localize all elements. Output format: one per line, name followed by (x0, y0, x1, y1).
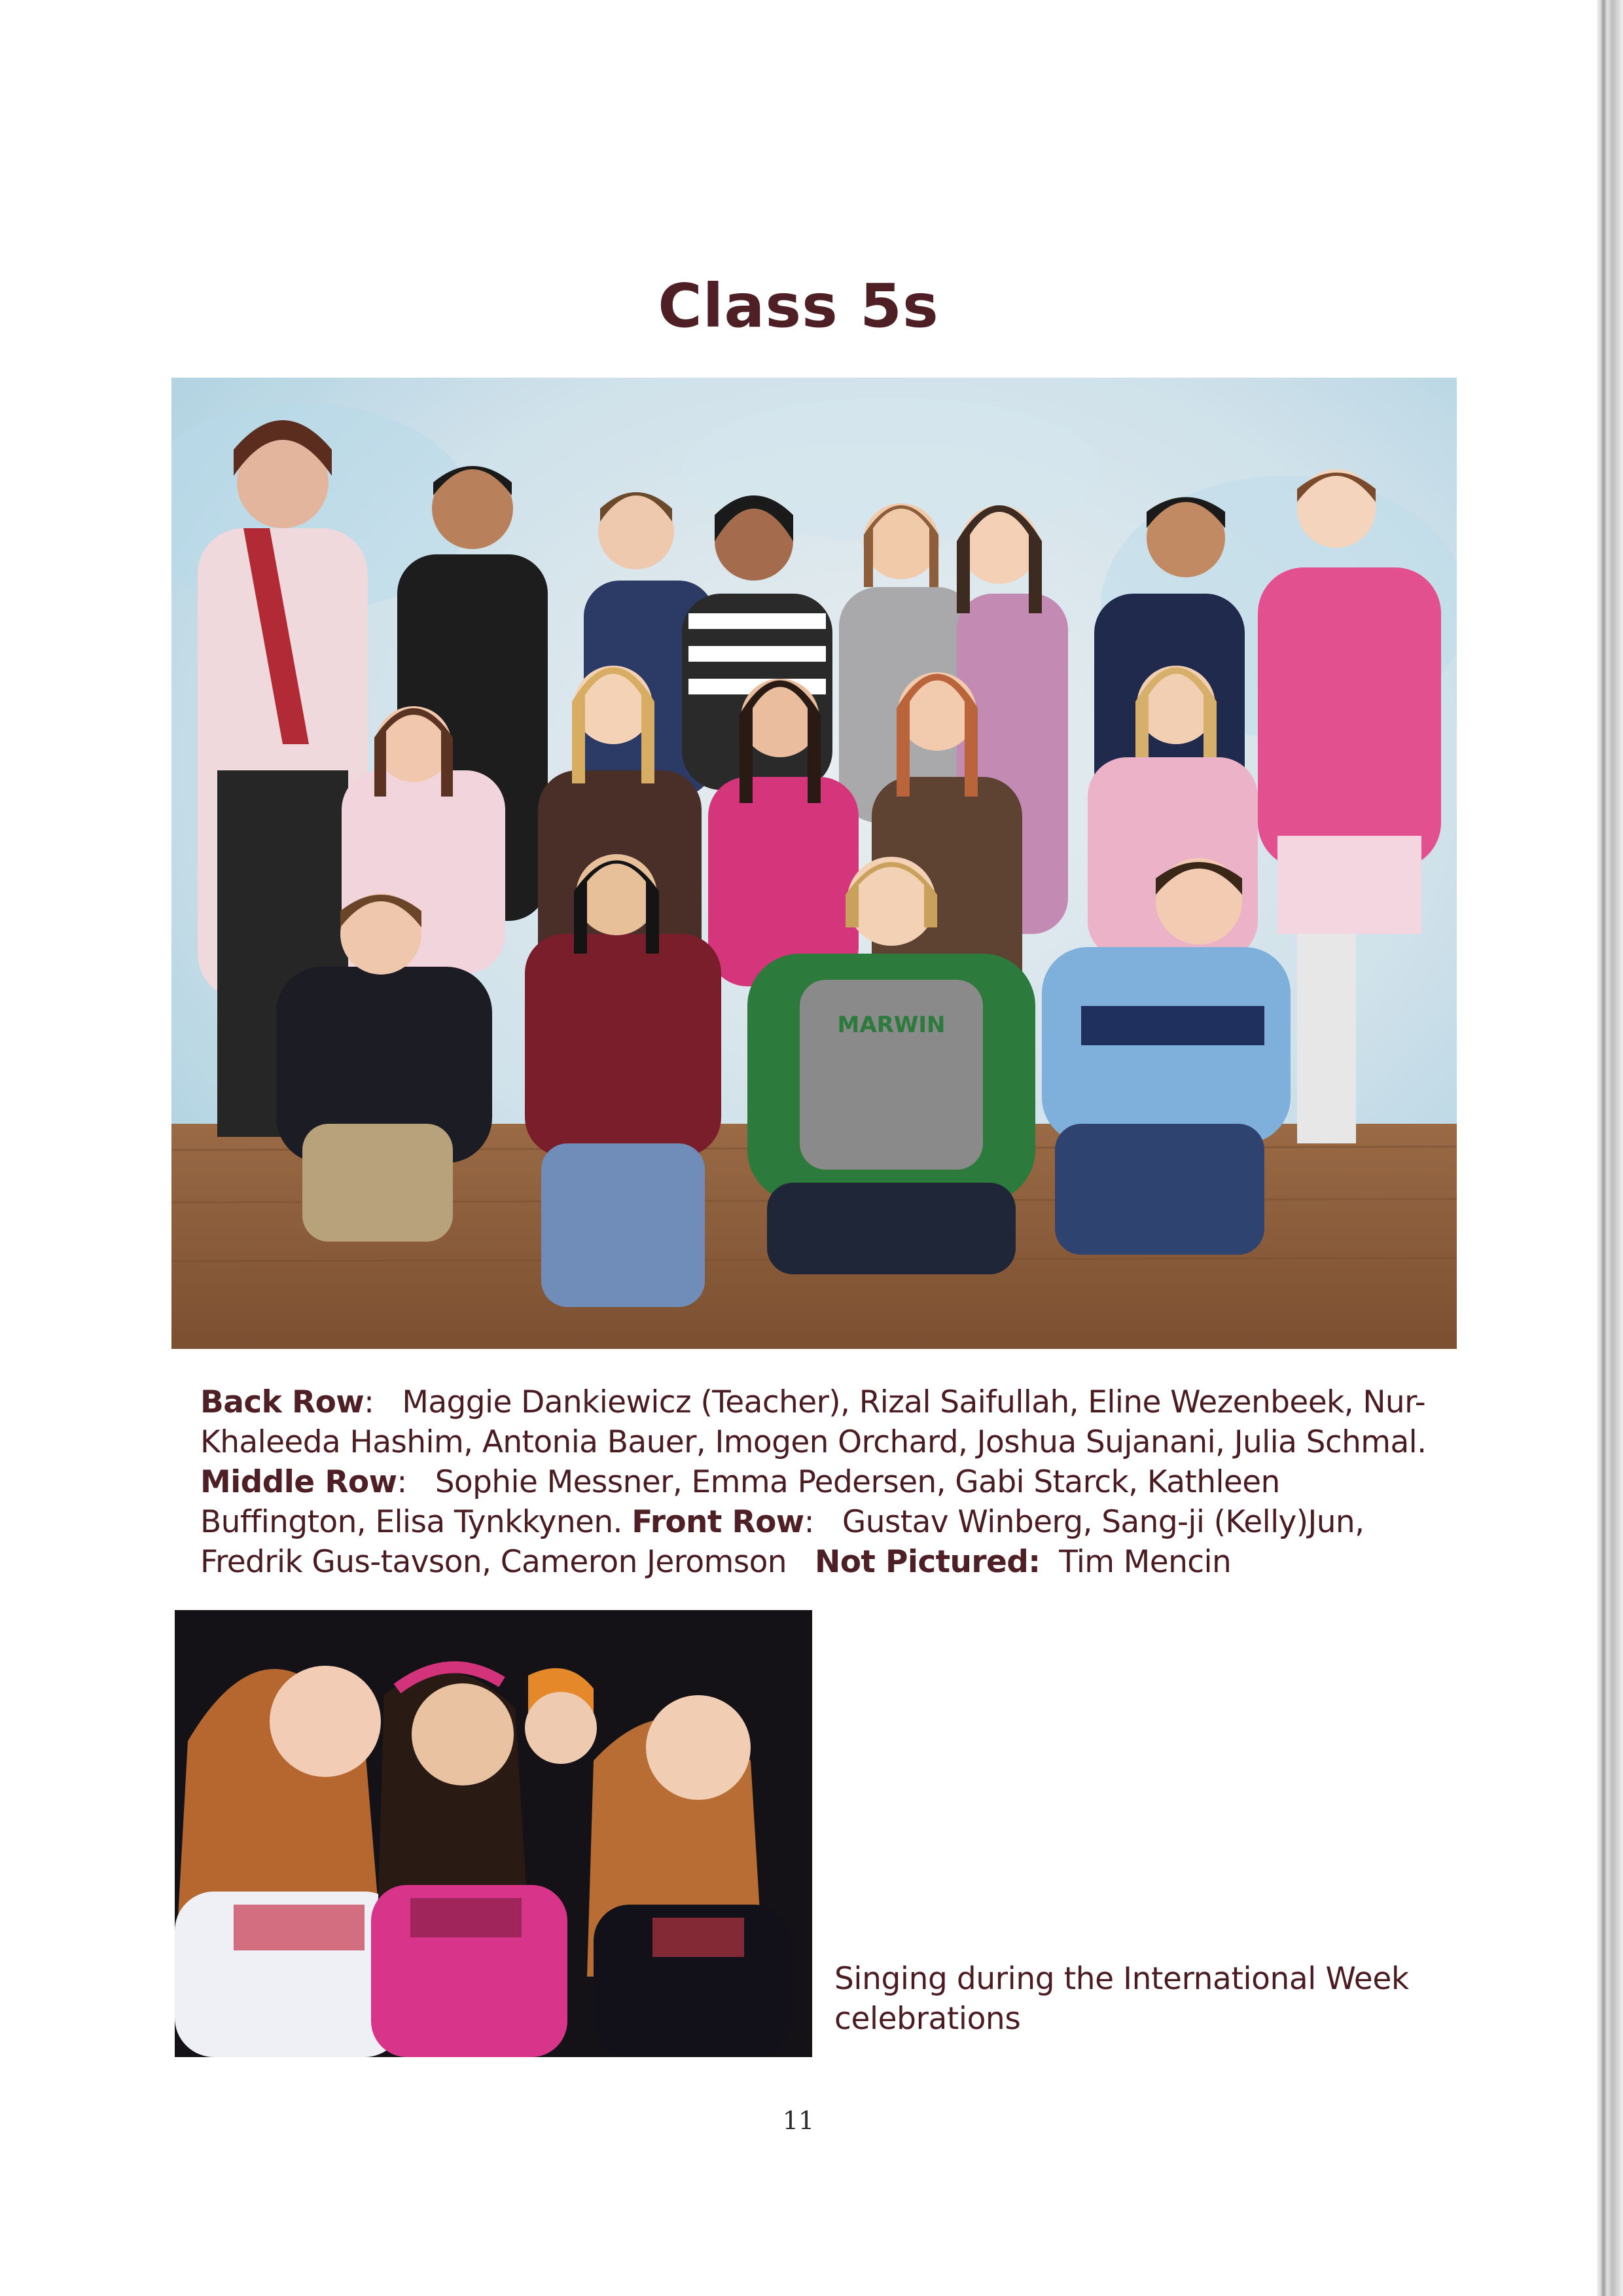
singer-1 (175, 1666, 404, 2057)
class-names-caption: Back Row: Maggie Dankiewicz (Teacher), Rizal Saifullah, Eline Wezenbeek, Nur-Khaleeda Hashim, Antonia Bauer, Imogen Orchard, Joshua Sujanani, Julia Schmal. Middle Row: Sophie Messner, Emma Pedersen, Gabi Starck, Kathleen Buffington, Elisa Tynkkynen. Front Row: Gustav Winberg, Sang-ji (Kelly)Jun, Fredrik Gus-tavson, Cameron Jeromson Not Pictured: Tim Mencin (200, 1384, 1427, 1580)
singing-photo (175, 1610, 812, 2057)
not-pictured-label: Not Pictured: (814, 1544, 1041, 1580)
page-edge (1597, 0, 1623, 2296)
sweatshirt-text: MARWIN (837, 1012, 946, 1038)
singing-caption: Singing during the International Week celebrations (834, 1961, 1409, 2037)
back-row-names: Maggie Dankiewicz (Teacher), Rizal Saifullah, Eline Wezenbeek, Nur-Khaleeda Hashim, Antonia Bauer, Imogen Orchard, Joshua Sujanani, Julia Schmal. (200, 1384, 1427, 1460)
page-title: Class 5s (658, 270, 939, 341)
page-number: 11 (782, 2106, 815, 2135)
front-row-label: Front Row (632, 1504, 804, 1540)
class-group-photo (171, 378, 1457, 1349)
middle-row-label: Middle Row (200, 1464, 397, 1500)
singer-3 (525, 1668, 597, 1764)
middle-row-names: Sophie Messner, Emma Pedersen, Gabi Starck, Kathleen Buffington, Elisa Tynkkynen. (200, 1464, 1280, 1540)
back-row-label: Back Row (200, 1384, 365, 1420)
front-row-names: Gustav Winberg, Sang-ji (Kelly)Jun, Fredrik Gus-tavson, Cameron Jeromson (200, 1504, 1364, 1580)
not-pictured-names: Tim Mencin (1059, 1544, 1232, 1580)
